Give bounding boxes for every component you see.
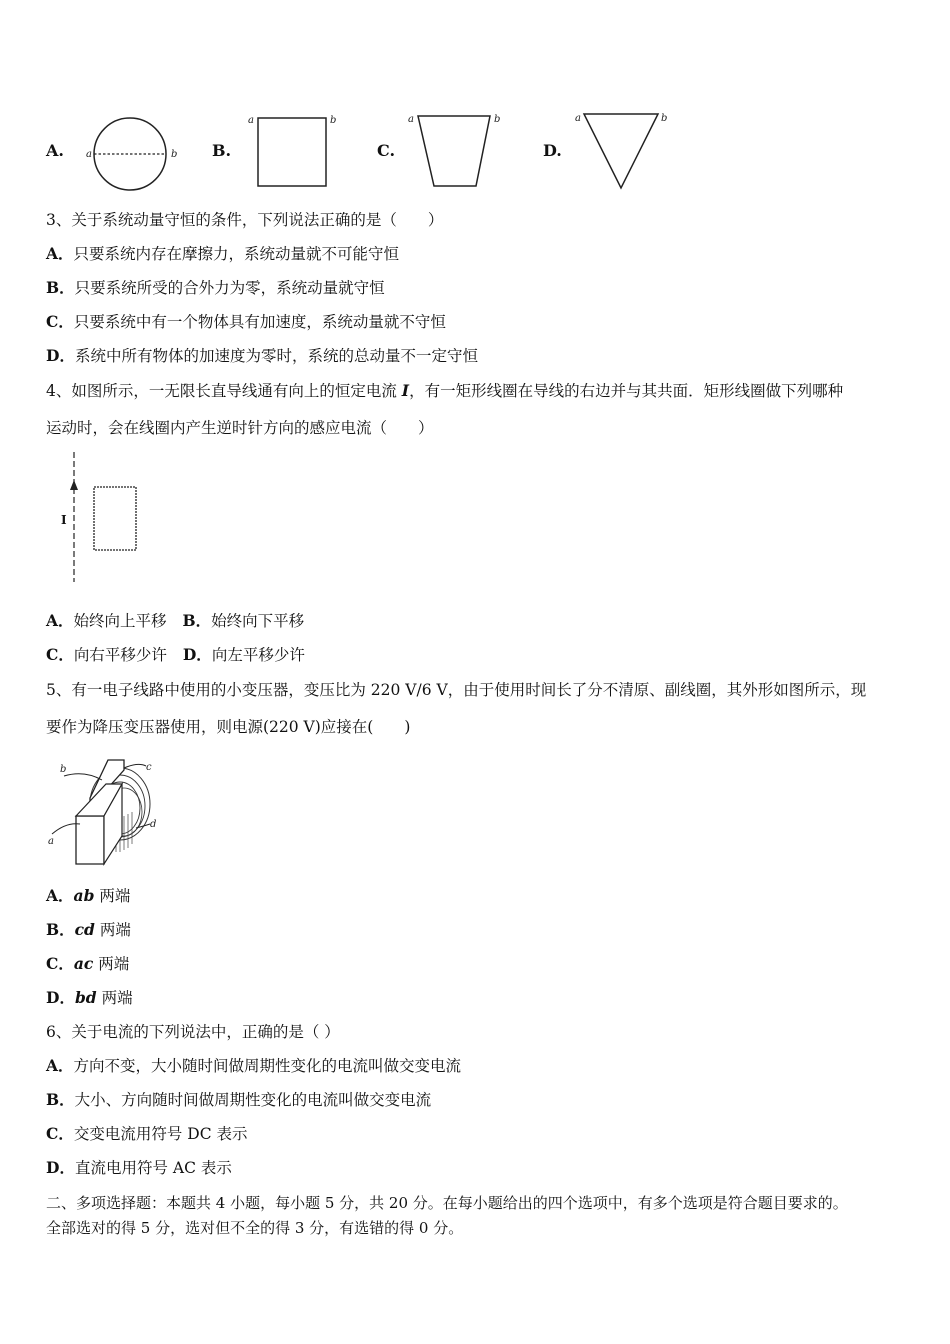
q5-option-a: A．ab 两端 <box>46 886 131 905</box>
q5-transformer-figure <box>46 756 166 868</box>
q3-option-c: C．只要系统中有一个物体具有加速度，系统动量就不守恒 <box>46 312 446 331</box>
q5-lead-a-label: a <box>48 836 54 847</box>
q3-option-b: B．只要系统所受的合外力为零，系统动量就守恒 <box>46 278 385 297</box>
q2-d-left-label: a <box>575 113 581 124</box>
q5-option-b: B．cd 两端 <box>46 920 131 939</box>
q5-option-c: C．ac 两端 <box>46 954 130 973</box>
q3-option-a: A．只要系统内存在摩擦力，系统动量就不可能守恒 <box>46 244 400 263</box>
q2-a-left-label: a <box>86 149 92 160</box>
q2-a-right-label: b <box>171 149 178 160</box>
q2-b-right-label: b <box>330 115 337 126</box>
q5-option-d: D．bd 两端 <box>46 988 133 1007</box>
q4-options-row-2: C．向右平移少许 D．向左平移少许 <box>46 645 305 664</box>
q4-stem-line-1: 4、如图所示，一无限长直导线通有向上的恒定电流 I，有一矩形线圈在导线的右边并与其共面．矩形线圈做下列哪种 <box>46 381 844 400</box>
q3-stem: 3、关于系统动量守恒的条件，下列说法正确的是（ ） <box>46 211 444 229</box>
section-2-line-1: 二、多项选择题：本题共 4 小题，每小题 5 分，共 20 分。在每小题给出的四个选项中，有多个选项是符合题目要求的。 <box>46 1194 848 1212</box>
q6-option-d: D．直流电用符号 AC 表示 <box>46 1158 232 1177</box>
q3-option-d: D．系统中所有物体的加速度为零时，系统的总动量不一定守恒 <box>46 346 478 365</box>
q6-stem: 6、关于电流的下列说法中，正确的是（ ） <box>46 1023 340 1041</box>
q4-wire-coil-figure <box>56 450 146 584</box>
q2-c-left-label: a <box>408 114 414 125</box>
q2-option-c-trapezoid-figure <box>406 112 506 192</box>
q6-option-c: C．交变电流用符号 DC 表示 <box>46 1124 248 1143</box>
q2-option-c-label: C. <box>377 141 396 160</box>
q5-lead-d-label: d <box>150 819 157 830</box>
q4-current-label: I <box>61 513 67 527</box>
q4-options-row-1: A．始终向上平移 B．始终向下平移 <box>46 611 305 630</box>
q2-d-right-label: b <box>661 113 668 124</box>
q2-option-b-label: B. <box>212 141 232 160</box>
q5-lead-b-label: b <box>60 764 67 775</box>
q5-stem-line-1: 5、有一电子线路中使用的小变压器，变压比为 220 V/6 V，由于使用时间长了分不清原、副线圈，其外形如图所示，现 <box>46 681 867 699</box>
section-2-line-2: 全部选对的得 5 分，选对但不全的得 3 分，有选错的得 0 分。 <box>46 1219 464 1237</box>
q2-option-d-triangle-figure <box>574 110 674 192</box>
q5-lead-c-label: c <box>146 762 152 773</box>
q4-stem-line-2: 运动时，会在线圈内产生逆时针方向的感应电流（ ） <box>46 419 434 437</box>
q6-option-b: B．大小、方向随时间做周期性变化的电流叫做交变电流 <box>46 1090 432 1109</box>
q2-option-d-label: D. <box>543 141 562 160</box>
q6-option-a: A．方向不变，大小随时间做周期性变化的电流叫做交变电流 <box>46 1056 462 1075</box>
q2-c-right-label: b <box>494 114 501 125</box>
q2-option-b-square-figure <box>246 112 342 192</box>
q2-b-left-label: a <box>248 115 254 126</box>
q5-stem-line-2: 要作为降压变压器使用，则电源(220 V)应接在( ) <box>46 718 411 736</box>
q2-option-a-label: A. <box>46 141 64 160</box>
q2-option-a-circle-figure <box>84 116 184 192</box>
